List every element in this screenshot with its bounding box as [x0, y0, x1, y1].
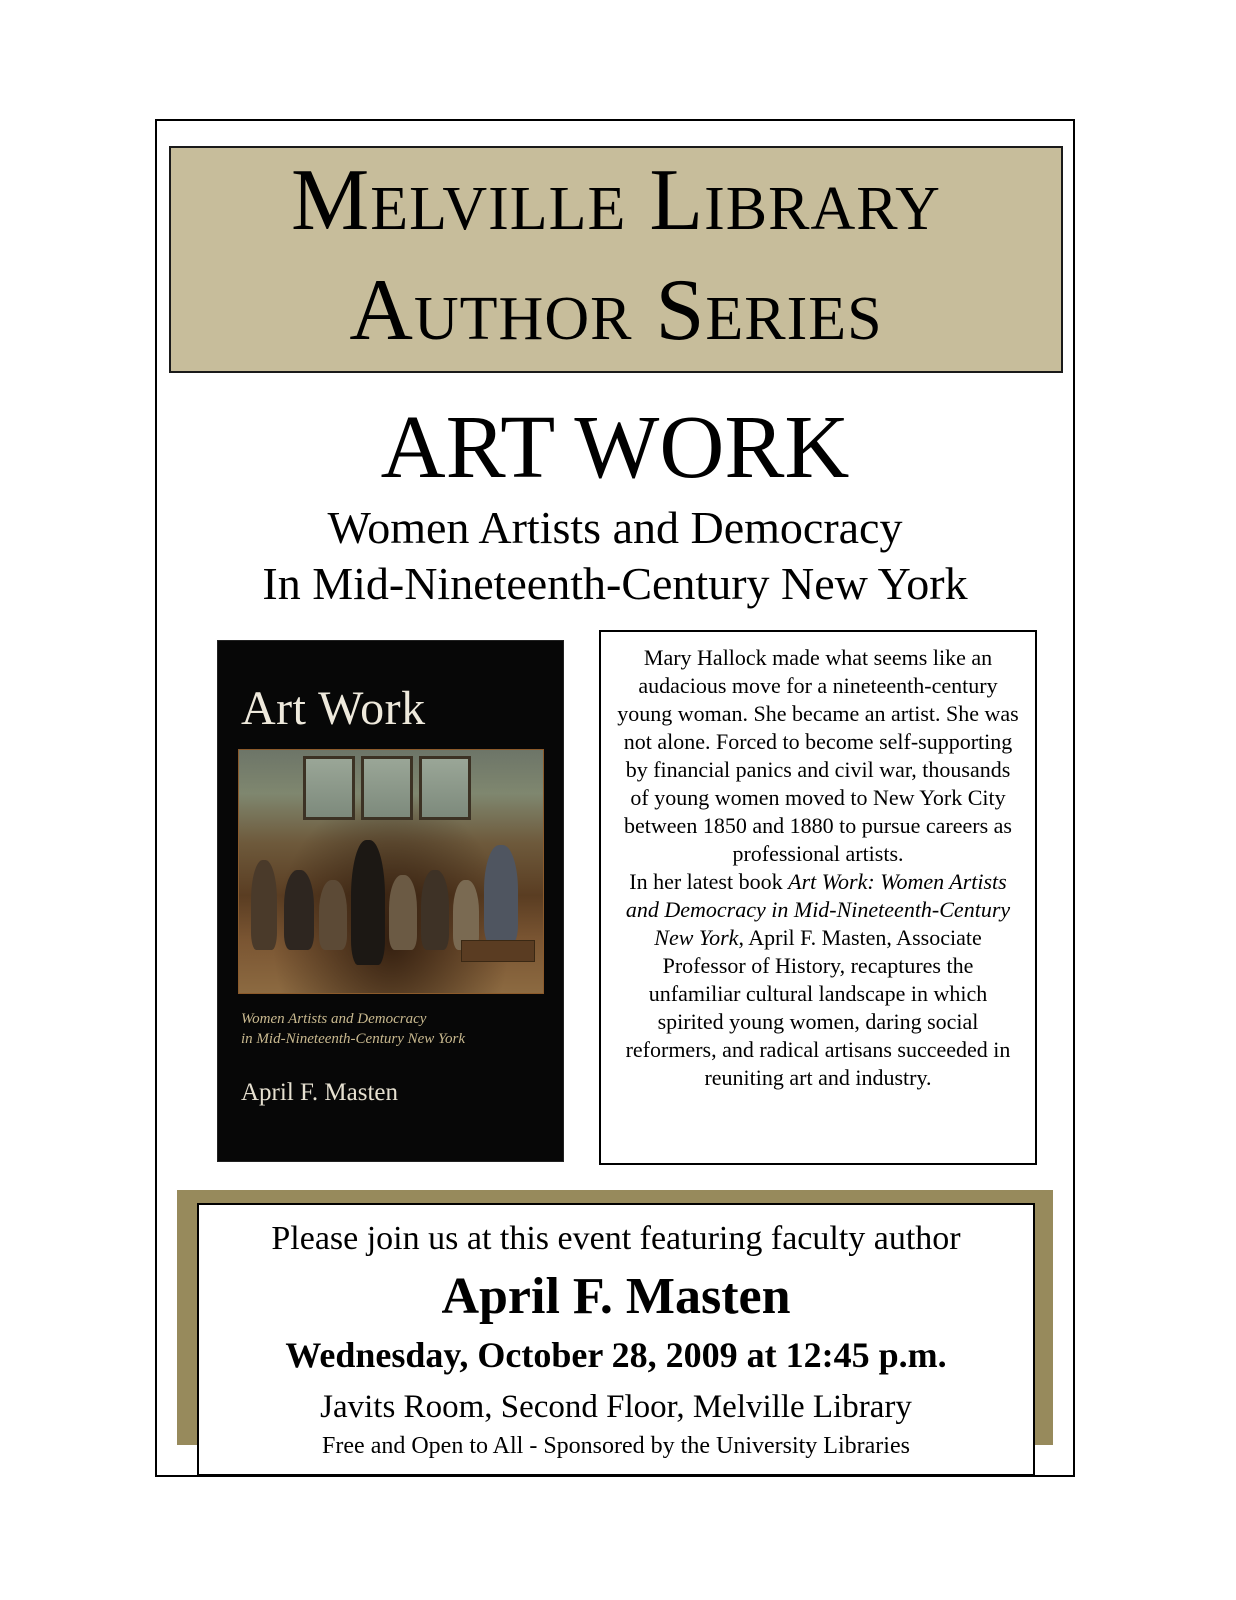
- description-paragraph-2: [615, 868, 1021, 1092]
- painting-figure: [484, 845, 518, 945]
- description-book-title: Art Work: Women Artists and Democracy in Mid-Nineteenth-Century New York: [625, 869, 1011, 950]
- event-datetime: Wednesday, October 28, 2009 at 12:45 p.m.: [285, 1335, 947, 1375]
- header-line-2: Author Series: [349, 262, 883, 359]
- cover-subtitle-line-1: Women Artists and Democracy: [241, 1011, 427, 1027]
- painting-window: [419, 756, 471, 820]
- cover-subtitle: [241, 1009, 541, 1049]
- painting-figure: [389, 875, 417, 950]
- description-intro: In her latest book: [629, 869, 789, 894]
- event-location: Javits Room, Second Floor, Melville Library: [320, 1389, 912, 1425]
- event-author: April F. Masten: [441, 1268, 791, 1325]
- event-box: [197, 1203, 1035, 1476]
- cover-title: Art Work: [241, 682, 426, 735]
- description-box: [599, 630, 1037, 1165]
- header-line-1: Melville Library: [291, 152, 941, 249]
- painting-window: [361, 756, 413, 820]
- header-banner: [169, 146, 1063, 373]
- book-subtitle: [155, 500, 1075, 612]
- book-subtitle-line-2: In Mid-Nineteenth-Century New York: [262, 558, 968, 609]
- painting-figure: [284, 870, 314, 950]
- description-rest: , April F. Masten, Associate Professor of History, recaptures the unfamiliar cultural landscape in which spirited young women, daring social reformers, and radical artisans succeeded in reuniting art and industry.: [625, 925, 1011, 1090]
- painting-figure: [421, 870, 449, 950]
- painting-figure: [251, 860, 277, 950]
- book-cover-image: [217, 640, 564, 1162]
- cover-painting: [238, 749, 544, 994]
- painting-figure: [319, 880, 347, 950]
- description-paragraph-1: Mary Hallock made what seems like an audacious move for a nineteenth-century young woman. She became an artist. She was not alone. Forced to become self-supporting by financial panics and civil war, thousands of young women moved to New York City between 1850 and 1880 to pursue careers as professional artists.: [617, 645, 1019, 866]
- cover-subtitle-line-2: in Mid-Nineteenth-Century New York: [241, 1031, 466, 1047]
- painting-window: [303, 756, 355, 820]
- painting-figure: [351, 840, 385, 965]
- event-invite: Please join us at this event featuring faculty author: [271, 1220, 961, 1257]
- cover-author: April F. Masten: [241, 1079, 399, 1106]
- book-subtitle-line-1: Women Artists and Democracy: [327, 502, 903, 553]
- painting-platform: [461, 940, 535, 962]
- event-note: Free and Open to All - Sponsored by the University Libraries: [322, 1433, 910, 1459]
- book-title: ART WORK: [380, 398, 850, 497]
